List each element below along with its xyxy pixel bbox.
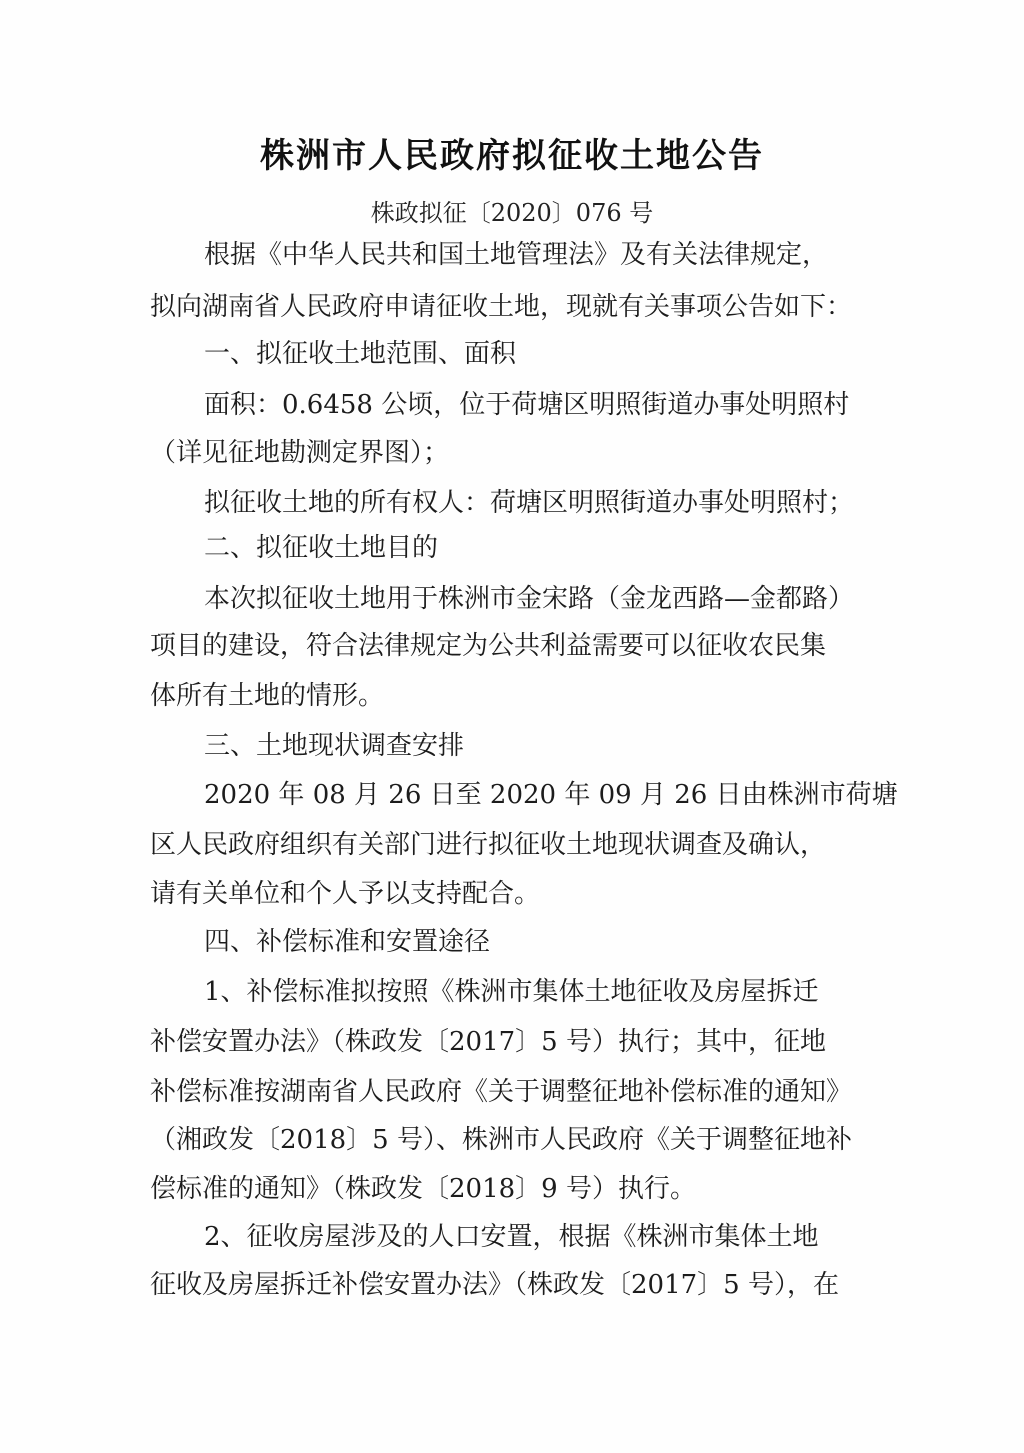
paragraph-line: 补偿标准按湖南省人民政府《关于调整征地补偿标准的通知》	[150, 1077, 853, 1107]
paragraph-line: 偿标准的通知》（株政发〔2018〕9 号）执行。	[150, 1174, 696, 1204]
paragraph-line: 2、征收房屋涉及的人口安置，根据《株洲市集体土地	[204, 1222, 819, 1252]
paragraph-line: 补偿安置办法》（株政发〔2017〕5 号）执行；其中，征地	[150, 1027, 826, 1057]
paragraph-line: 1、补偿标准拟按照《株洲市集体土地征收及房屋拆迁	[204, 977, 819, 1007]
paragraph-line: 2020 年 08 月 26 日至 2020 年 09 月 26 日由株洲市荷塘	[204, 780, 898, 810]
section-heading-4: 四、补偿标准和安置途径	[204, 927, 491, 957]
section-heading-3: 三、土地现状调查安排	[204, 731, 465, 761]
paragraph-line: 本次拟征收土地用于株洲市金宋路（金龙西路—金都路）	[204, 584, 855, 614]
paragraph-line: 征收及房屋拆迁补偿安置办法》（株政发〔2017〕5 号），在	[150, 1270, 839, 1300]
paragraph-line: 拟向湖南省人民政府申请征收土地，现就有关事项公告如下：	[150, 292, 853, 322]
paragraph-line: （详见征地勘测定界图）；	[150, 438, 450, 468]
paragraph-line: 根据《中华人民共和国土地管理法》及有关法律规定，	[204, 240, 829, 270]
paragraph-line: 请有关单位和个人予以支持配合。	[150, 879, 541, 909]
paragraph-line: 体所有土地的情形。	[150, 681, 385, 711]
document-title: 株洲市人民政府拟征收土地公告	[260, 136, 764, 176]
section-heading-1: 一、拟征收土地范围、面积	[204, 339, 517, 369]
document-number: 株政拟征〔2020〕076 号	[370, 199, 654, 227]
paragraph-line: 区人民政府组织有关部门进行拟征收土地现状调查及确认，	[150, 830, 827, 860]
paragraph-line: 面积：0.6458 公顷，位于荷塘区明照街道办事处明照村	[204, 390, 850, 420]
paragraph-line: 项目的建设，符合法律规定为公共利益需要可以征收农民集	[150, 631, 827, 661]
section-heading-2: 二、拟征收土地目的	[204, 533, 439, 563]
paragraph-line: 拟征收土地的所有权人：荷塘区明照街道办事处明照村；	[204, 488, 855, 518]
paragraph-line: （湘政发〔2018〕5 号）、株洲市人民政府《关于调整征地补	[150, 1125, 852, 1155]
